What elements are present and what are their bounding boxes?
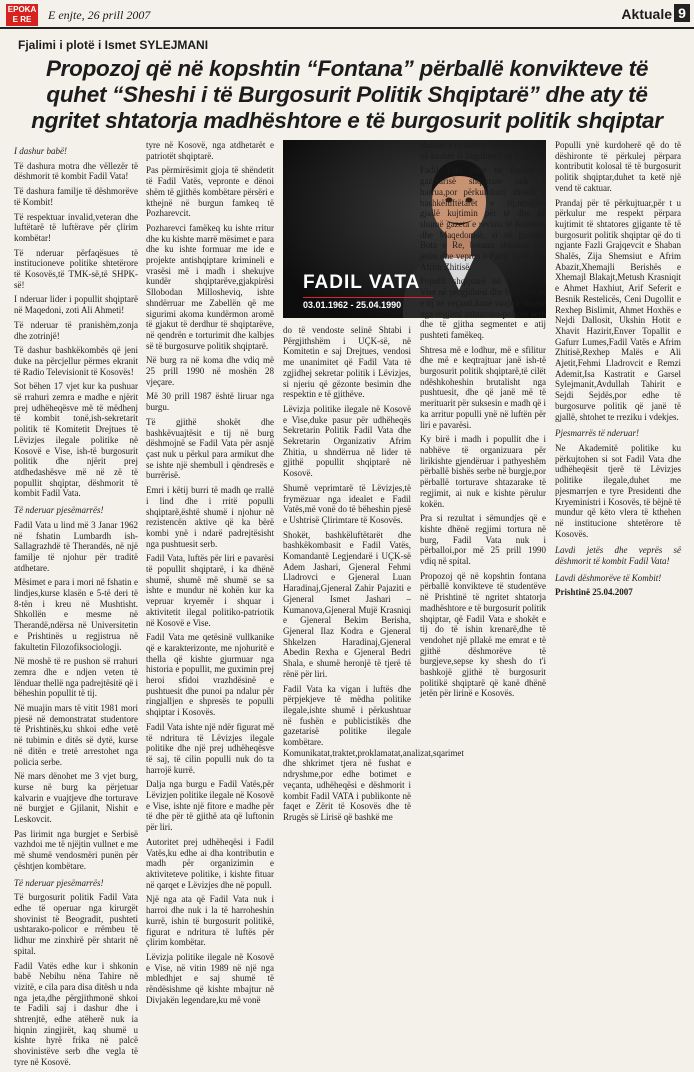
- column-paragraph: Fadil Vata ka vigan i luftës dhe përpjekjeve të mëdha politike ilegale,ishte shumë i përkushtuar në fushën e publicistikës dhe gazetarisë politike ilegale kombëtare. Komunikatat,traktet,proklamatat,analizat,sqarimet dhe shkrimet tjera në fushat e ndryshme,por edhe botimet e veçanta, udhëheqësi e dëshmorit i kombit Fadil VATA i publikonte në faqet e Zërit të Kosovës dhe të Rrugës së Lirisë që bashkë me: [283, 683, 464, 822]
- column-paragraph: Mësimet e para i mori në fshatin e lindjes,kurse klasën e 5-të deri të 8-tën i kreu në Mushtisht. Shkollën e mesme në Therandë,ndërsa në Universitetin e Prishtinës u regjistrua në fakultetin Filozofiksociologji.: [14, 577, 138, 652]
- newspaper-logo: [6, 4, 38, 26]
- column-paragraph: Emri i këtij burri të madh qe rrallë i lind dhe i rritë populli shqiptarë,është shumë i njohur në rezistencën aktive që ka bërë kombi ynë i ndarë padrejtësisht nga pushtuesit serb.: [146, 485, 274, 549]
- column-subheading: Lavdi dëshmorëve të Kombit!: [555, 572, 662, 583]
- column-paragraph: Shokët, bashkëluftëtarët dhe bashkëkombasit e Fadil Vatës, Komandantë Legjendarë i UÇK-së Adem Jashari, Gjeneral Fehmi Lladrovci e Gjeneral Luan Haradinaj,Gjeneral Zahir Pajaziti e Gjeneral Ismet Jashari –Kumanova,Gjeneral Mujë Krasniqi e Gjeneral Bekim Berisha, Gjeneral Ilaz Kodra e Gjeneral Shkelzen Haradinaj,Gjeneral Abedin Rexha e Gjeneral Bedri Shala, e shumë heronjë të tjerë të rënë për liri.: [283, 529, 411, 679]
- column-paragraph: Autoritet prej udhëheqësi i Fadil Vatës,ku edhe ai dha kontributin e madh për organizimin e aktiviteteve politike, i kishte fituar në qarqet e Lëvizjes dhe në popull.: [146, 836, 274, 890]
- column-paragraph: Shumë veprimtarë të Lëvizjes,të frymëzuar nga idealet e Fadil Vatës,më vonë do të bëheshin pjesë e Ushtrisë Çlirimtare të Kosovës.: [283, 482, 411, 525]
- column-paragraph: Populli shqiptarë në Kosovë e Vise në përgjithësi dhe bijat e bijtë e tij në veçanti,kanë vuajtur shumë nga regjimi ushtarako-policor serb dhe të gjitha segmentet e atij pushteti famëkeq.: [420, 276, 546, 340]
- column-paragraph: Propozoj që në kopshtin fontana përballë konvikteve të studentëve në Prishtinë të ngritet shtatorja madhështore e të burgosurit politik shqiptar, që Fadil Vata e shokët e tij do të ishin krenarë,dhe të vendohet një pllakë me emrat e të gjithë dëshmorëve të burgjeve,sepse ky shesh do t'i bashkojë gjithë të burgosurit politikë shqiptarë që kanë dhënë jetën për lirinë e Kosovës.: [420, 570, 546, 699]
- section-title: Aktuale: [621, 6, 672, 22]
- column-paragraph: Prandaj për të përkujtuar,për t u përkulur me respekt përpara kujtimit të shtatores gjigante të të burgosurit politik shqiptar që do ti ngjante Fazli Grajqevcit e Shaban Shalës, Zija Shemsiut e Afrim Abazit,Xhemajli Berishës e Xhemajl Blakajt,Metush Krasniqit e Ahmet Haxhiut, Arif Seferit e Besnik Restelicës, Ceni Dugollit e Rexhep Bislimit, Ahmet Hoxhës e Nejdi Dallosit, Ukshin Hotit e Xhavit Hazirit,Enver Topallit e Gafurr Lumes,Fadil Vatës e Afrim Zhitisë,Rexhep Malës e Ali Ajetit,Fehmi Lladrovcit e Remzi Ademit,Isa Kastratit e Garsel Sylejmanit,Avdullah Tahirit e Sejdi Sejdës,por edhe të burgosurve politik që janë të gjallë, shtohet te rreziku i vdekjes.: [555, 197, 681, 422]
- column-paragraph: Populli ynë kurdoherë që do të dëshironte të përkulej përpara kontributit kolosal të të burgosurit politik shqiptar,duhet ta ketë një vend të caktuar.: [555, 140, 681, 193]
- article-kicker: Fjalimi i plotë i Ismet SYLEJMANI: [18, 38, 209, 52]
- column-subheading: Të nderuar pjesëmarrës!: [14, 505, 104, 516]
- column-paragraph: shokun e tij Afrim Zhitia e botonin në kushte të ilegalitetit në Kosovë.: [420, 140, 546, 161]
- masthead: [0, 0, 694, 28]
- column-paragraph: Në burg ra në koma dhe vdiq më 25 prill 1990 në moshën 28 vjeçare.: [146, 355, 274, 387]
- column-paragraph: Fadil Vata edhe në fushën e gazetarisë shqiptare nuk u harrua,por përkundrazi shokët e bashkëluftëtarët e tij,mbajtën gjallë kujtimin për të dhe në shumë gazeta e revista të Kosovës dhe Maqedonisë, si në gazetën Bota e Re, botuan shkrime për jetën dhe veprën e Fadil Vatës dhe Afrim Zhitisë.: [420, 165, 546, 272]
- column-paragraph: Pas përmirësimit gjoja të shëndetit të Fadil Vatës, vepronte e dënoi shëm të gjithës kombëtare përsëri e kthejnë në burgun famkeq të Pozharevcit.: [146, 165, 274, 219]
- column-paragraph: Fadil Vatës edhe kur i shkonin babë Nebihu nëna Tahire në vizitë, e cila para disa ditësh u nda nga jeta,dhe përgjithmonë shkoi te Fadili saj i dashur dhe i shtrenjtë, edhe atëherë nuk ia hiqnin zingjirët, kaq shumë u kishte hyrë frika në palcë shovinistëve serb dhe vegla të tyre në Kosovë.: [14, 960, 138, 1067]
- column-paragraph: Të dashura familje të dëshmorëve të Kombit!: [14, 186, 138, 207]
- column-paragraph: Të respektuar invalid,veteran dhe luftëtarë të luftërave për çlirim kombëtar!: [14, 211, 138, 243]
- column-paragraph: I nderuar lider i popullit shqiptarë në Maqedoni, zoti Ali Ahmeti!: [14, 294, 138, 316]
- column-subheading: Pjesmarrës të nderuar!: [555, 428, 639, 439]
- column-paragraph: Të gjithë shokët dhe bashkëvuajtësit e tij në burg dëshmojnë se Fadil Vata për asnjë çast nuk u përkul para armikut dhe se ishte një shembull i qëndresës e burrërisë.: [146, 416, 274, 481]
- column-paragraph: Pas lirimit nga burgjet e Serbisë vazhdoi me të njëjtin vullnet e me më shumë vendosmëri punën për çështjen kombëtare.: [14, 828, 138, 871]
- article-column-3: [283, 325, 464, 827]
- column-paragraph: Fadil Vata u lind më 3 Janar 1962 në fshatin Lumbardh ish-Sallagrazhdë të Therandës, në një familje të njohur për traditë atdhetare.: [14, 519, 138, 573]
- column-paragraph: Fadil Vata, luftës për liri e pavarësi të popullit shqiptarë, i ka dhënë shumë, shumë më shumë se sa ishte e mundur në kohën kur ka vepruar kryemër i shquar i aktivitetit ilegal politiko-patriotik në Kosovë e Vise.: [146, 553, 274, 628]
- column-paragraph: Pra si rezultat i sëmundjes që e kishte dhënë regjimi tortura në burg, Fadil Vata nuk i përballoi,por më 25 prill 1990 vdiq në spital.: [420, 513, 546, 567]
- column-paragraph: Lëvizja politike ilegale në Kosovë e Vise, në vitin 1989 në një nga mbledhjet e saj shumë të rëndësishme që kishte mbajtur në Divjakën legendare,ku më vonë: [146, 951, 274, 1005]
- column-paragraph: Të nderuar të pranishëm,zonja dhe zotrinjë!: [14, 319, 138, 341]
- article-signoff: Prishtinë 25.04.2007: [555, 587, 633, 598]
- logo-line-1: EPOKA: [7, 5, 37, 14]
- name-underline: [303, 297, 433, 298]
- column-paragraph: do të vendoste selinë Shtabi i Përgjithshëm i UÇK-së, në Komitetin e saj Drejtues, vendosi me unanimitet që Fadil Vata të zgjidhej sekretar politik i Lëvizjes, si njeriu që gëzonte besimin dhe respektin e të gjithëve.: [283, 325, 411, 400]
- column-paragraph: tyre në Kosovë, nga atdhetarët e patriotët shqiptarë.: [146, 140, 274, 161]
- column-paragraph: Sot bëhen 17 vjet kur ka pushuar së rrahuri zemra e madhe e njërit prej udhëheqësve më të mëdhenj të kombit tonë,ish-sekretarit politik të Komitetit Drejtues të Lëvizjes ilegale politike në Kosovë e Vise, ish-të burgosurit politik dhe njërit prej atdhedashësve më në zë të popullit shqiptar, dëshmorit të kombit Fadil Vata.: [14, 381, 138, 499]
- column-paragraph: Shtresa më e lodhur, më e sfilitur dhe më e keqtrajtuar janë ish-të burgosurit politik shqiptarë,të cilët ndëshkoheshin brutalisht nga pushtuesit, dhe që janë më të merituarit për suksesin e madh që i ka arritur populli ynë në luftën për liri e pavarësi.: [420, 344, 546, 430]
- column-paragraph: Në mars dënohet me 3 vjet burg, kurse në burg ka përjetuar kalvarin e vuajtjeve dhe torturave në burgjet e Gjilanit, Nishit e Leskovcit.: [14, 771, 138, 825]
- article-column-4: [420, 140, 546, 703]
- column-paragraph: Të nderuar përfaqësues të institucioneve politike shtetërore të Kosovës,të TMK-së,të SHPK-së!: [14, 247, 138, 290]
- article-headline: Propozoj që në kopshtin “Fontana” përballë konvikteve të quhet “Sheshi i të Burgosurit Politik Shqiptarë” dhe aty të ngritet shtatorja madhështore e të burgosurit politik shqiptar: [31, 56, 663, 133]
- logo-line-2: E RE: [12, 15, 32, 24]
- column-paragraph: Të dashura motra dhe vëllezër të dëshmorit të kombit Fadil Vata!: [14, 160, 138, 182]
- column-subheading: Të nderuar pjesëmarrës!: [14, 877, 104, 888]
- column-paragraph: Lëvizja politike ilegale në Kosovë e Vise,duke pasur për udhëheqës Sekretarin Politik Fadil Vata dhe Sekretarin Organizativ Afrim Zhitia, u shndërrua në lider të gjithë popullit shqiptarë në Kosovë.: [283, 403, 411, 479]
- article-column-1: [14, 140, 138, 1072]
- column-paragraph: Në moshë të re pushon së rrahuri zemra dhe e ndjen veten të lënduar thellë nga padrejtësitë që i bëheshin popullit të tij.: [14, 656, 138, 699]
- column-paragraph: Të dashur bashkëkombës që jeni duke na përcjellur përmes ekranit të Radio Televisionit të Kosovës!: [14, 345, 138, 377]
- column-paragraph: Një nga ata që Fadil Vata nuk i harroi dhe nuk i la të harroheshin kurrë, ishin të burgosurit politikë, figurat e ndritura të luftës për çlirim kombëtar.: [146, 894, 274, 948]
- column-paragraph: Fadil Vata me qetësinë vullkanike që e karakterizonte, me njohuritë e thella që kishte gjurmuar nga historia e popullit, me guximin prej heroi sfidoi vrazhdësinë e pushtuesit dhe punoi pa ndalur për ringjalljen e shpresës te populli shqiptar i Kosovës.: [146, 632, 274, 718]
- column-paragraph: Në muajin mars të vitit 1981 mori pjesë në demonstratat studentore të Prishtinës,ku shkoi edhe vetë në tubimin e ditës së dytë, kurse në ditën e tretë arrestohet nga policia serbe.: [14, 703, 138, 767]
- column-paragraph: Më 30 prill 1987 është liruar nga burgu.: [146, 391, 274, 413]
- column-paragraph: Të burgosurit politik Fadil Vata edhe të operuar nga kirurgët shovinist të Beogradit, pushteti ushtarako-policor e rrëmbeu të lidhur me zinxhirë për shtarit në spital.: [14, 892, 138, 956]
- column-subheading: Lavdi jetës dhe veprës së dëshmorit të kombit Fadil Vata!: [555, 545, 681, 567]
- article-column-5: [555, 140, 681, 602]
- header-rule: [0, 27, 694, 29]
- issue-date: E enjte, 26 prill 2007: [48, 8, 151, 22]
- column-paragraph: Dalja nga burgu e Fadil Vatës,për Lëvizjen politike ilegale në Kosovë e Vise, ishte një fitore e madhe për të dhe për të gjithë ata që luftonin për liri.: [146, 779, 274, 833]
- column-paragraph: Ky birë i madh i popullit dhe i nabhëve të organizuara për lirikishte gjendëruar i pathyeshëm përballë bishës serbe në burgje,por përballë torturave shtazarake të regjimit, ai nuk e kishte përulur kokën.: [420, 434, 546, 509]
- column-subheading: I dashur babë!: [14, 146, 67, 156]
- column-paragraph: Pozharevci famëkeq ku ishte rritur dhe ku kishte marrë mësimet e para dhe ku ishte formuar me ide e projekte antishqiptare krimineli e vrasësi më i madh i shekujve kundër shqiptarëve,gjakpirësi Sllobodan Millosheviq, ishte shndërruar me Zabellën që me sigurimi akoma kundërmon aromë të gjakut të derdhur të shqiptarëve, në qendrën e torturimit dhe kalbjes së të burgosurve politik shqiptarë.: [146, 222, 274, 351]
- page-number: 9: [674, 4, 690, 22]
- column-paragraph: Ne Akademitë politike ku përkujtohen si sot Fadil Vata dhe udhëheqësit tjerë të Lëvizjes politike ilegale,duhet me pjesmarrjen e tyre Presidenti dhe Kryeministri i Kosovës, të bëjnë të mundur që këto vlera të kthehen në institucione shtetërore të Kosovës.: [555, 442, 681, 539]
- portrait-name: FADIL VATA: [303, 272, 421, 293]
- article-column-2: [146, 140, 274, 1009]
- column-paragraph: Fadil Vata ishte një ndër figurat më të ndritura të Lëvizjes ilegale politike dhe një prej udhëheqësve të saj, të cilin populli nuk do ta harrojë kurrë.: [146, 721, 274, 775]
- portrait-dates: 03.01.1962 - 25.04.1990: [303, 300, 402, 310]
